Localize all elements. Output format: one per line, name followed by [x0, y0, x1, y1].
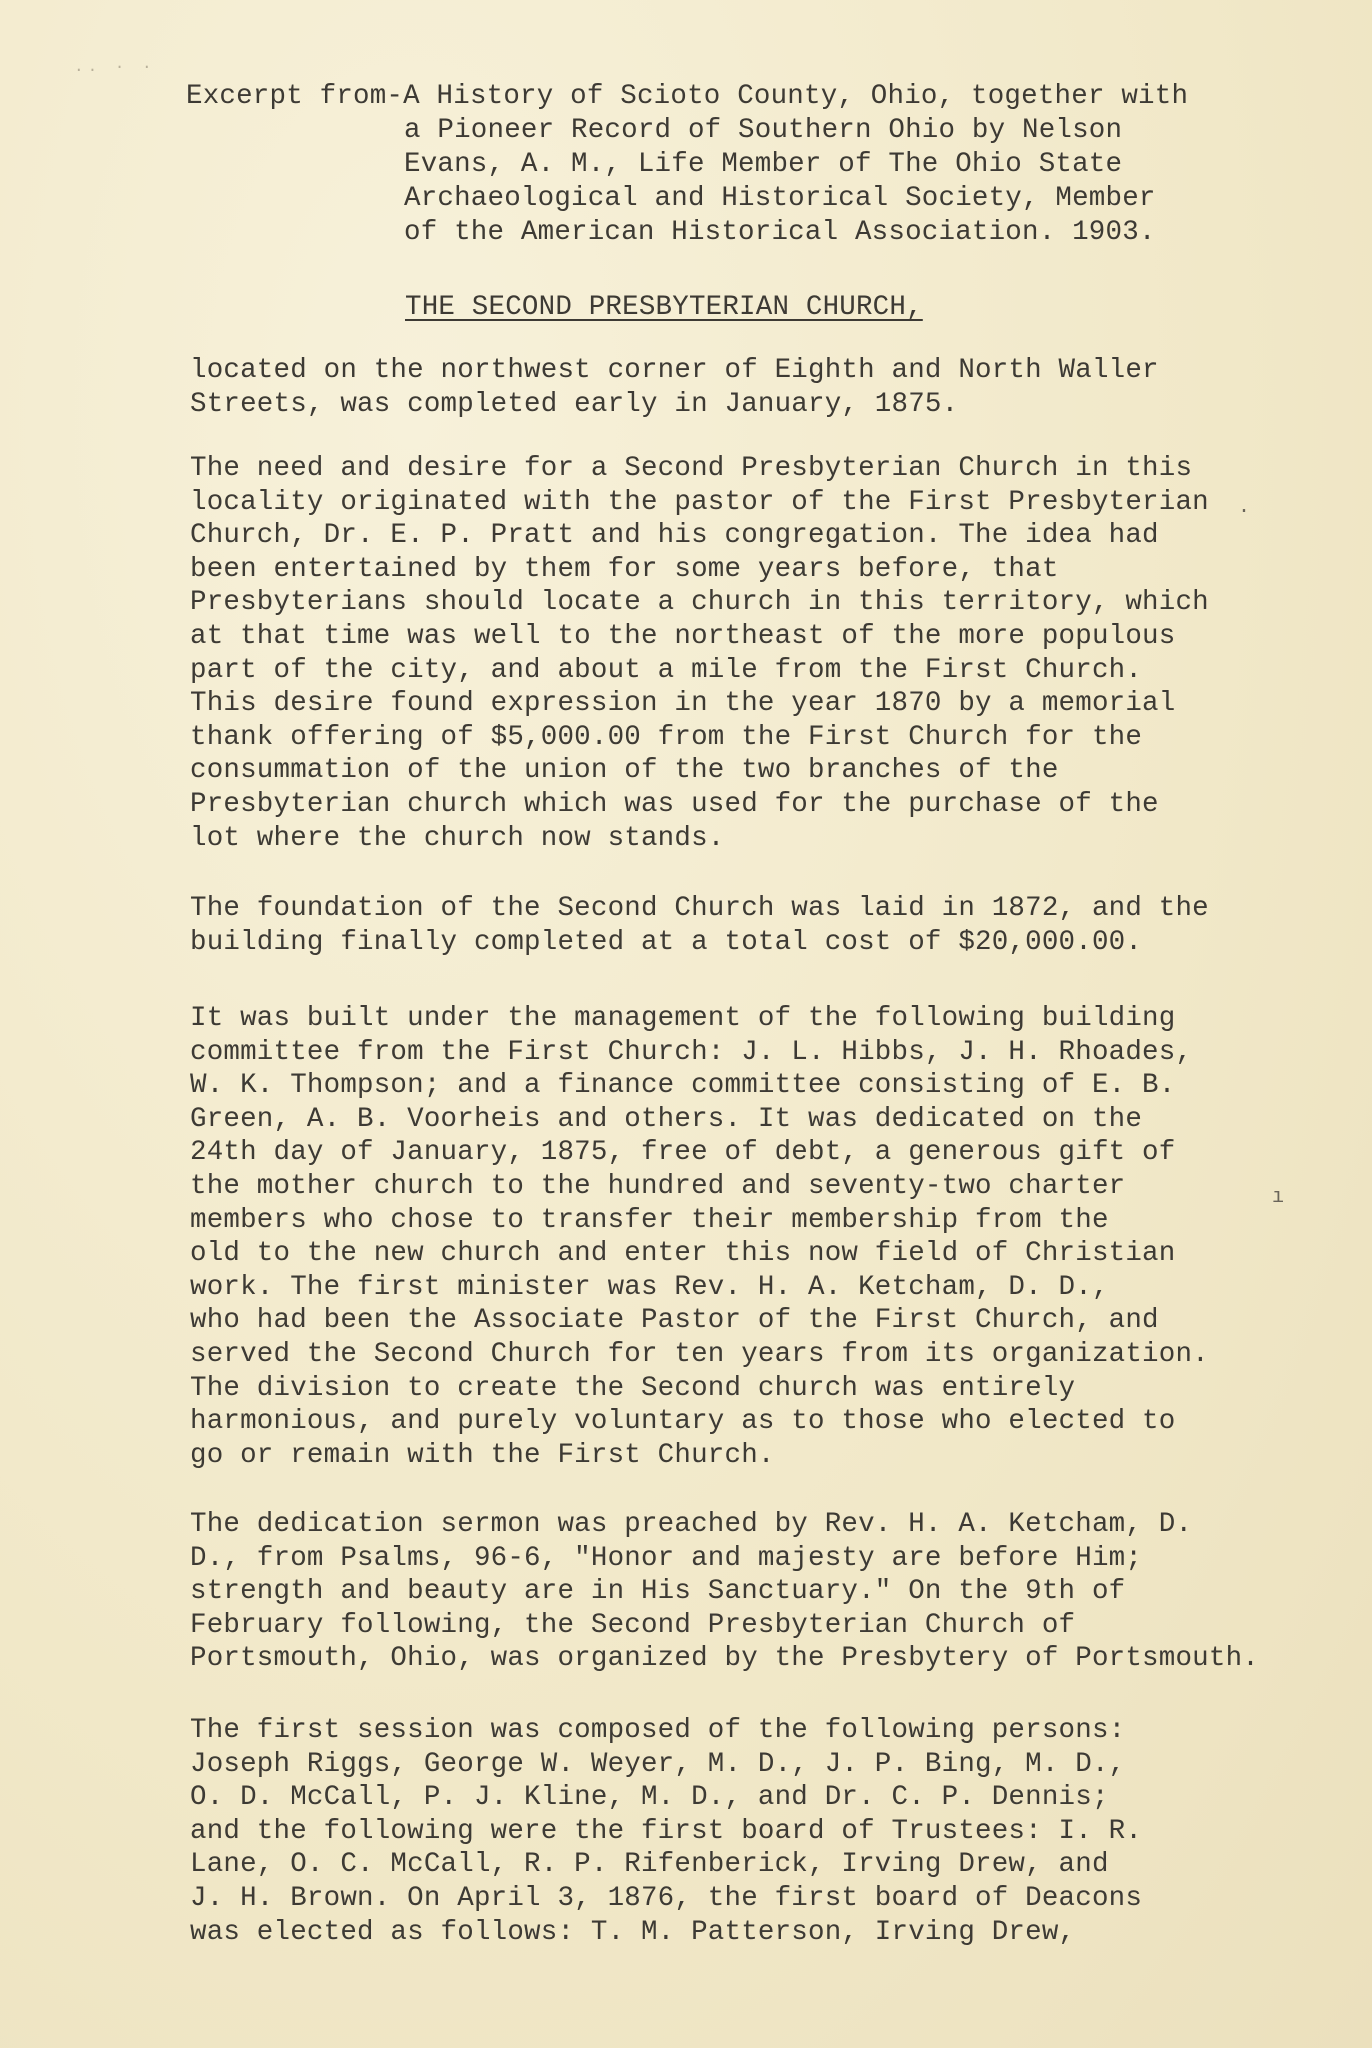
paragraph-location: [190, 354, 1320, 421]
stray-mark: ı: [1272, 1186, 1285, 1209]
text-line: Joseph Riggs, George W. Weyer, M. D., J. P. Bing, M. D.,: [190, 1748, 1126, 1780]
text-line: members who chose to transfer their membership from the: [190, 1204, 1109, 1236]
header-line: a Pioneer Record of Southern Ohio by Nelson: [404, 115, 1123, 146]
text-line: part of the city, and about a mile from the First Church.: [190, 654, 1143, 686]
text-line: Green, A. B. Voorheis and others. It was dedicated on the: [190, 1103, 1143, 1135]
paragraph-foundation: [190, 892, 1320, 959]
text-line: O. D. McCall, P. J. Kline, M. D., and Dr. C. P. Dennis;: [190, 1782, 1109, 1814]
header-line: Excerpt from-A History of Scioto County, Ohio, together with: [186, 81, 1189, 112]
paragraph-committee: [190, 1002, 1320, 1472]
text-line: D., from Psalms, 96-6, "Honor and majesty are before Him;: [190, 1542, 1143, 1574]
text-line: located on the northwest corner of Eighth and North Waller: [190, 355, 1159, 386]
text-line: Lane, O. C. McCall, R. P. Rifenberick, Irving Drew, and: [190, 1849, 1109, 1881]
text-line: lot where the church now stands.: [190, 822, 725, 854]
text-line: February following, the Second Presbyterian Church of: [190, 1609, 1076, 1641]
text-line: Streets, was completed early in January, 1875.: [190, 388, 959, 420]
text-line: the mother church to the hundred and seventy-two charter: [190, 1170, 1126, 1202]
text-line: The first session was composed of the following persons:: [190, 1715, 1126, 1746]
text-line: and the following were the first board of Trustees: I. R.: [190, 1815, 1143, 1847]
text-line: Presbyterians should locate a church in this territory, which: [190, 587, 1209, 619]
text-line: thank offering of $5,000.00 from the First Church for the: [190, 721, 1143, 753]
text-line: was elected as follows: T. M. Patterson, Irving Drew,: [190, 1916, 1076, 1948]
text-line: locality originated with the pastor of the First Presbyterian: [190, 486, 1209, 518]
text-line: Church, Dr. E. P. Pratt and his congregation. The idea had: [190, 520, 1159, 552]
text-line: Presbyterian church which was used for the purchase of the: [190, 788, 1159, 820]
header-line: Archaeological and Historical Society, Member: [404, 183, 1156, 214]
text-line: been entertained by them for some years before, that: [190, 553, 1059, 585]
text-line: The need and desire for a Second Presbyterian Church in this: [190, 453, 1193, 484]
text-line: consummation of the union of the two branches of the: [190, 755, 1059, 787]
text-line: J. H. Brown. On April 3, 1876, the first board of Deacons: [190, 1882, 1143, 1914]
text-line: committee from the First Church: J. L. Hibbs, J. H. Rhoades,: [190, 1036, 1193, 1068]
text-line: work. The first minister was Rev. H. A. Ketcham, D. D.,: [190, 1271, 1109, 1303]
header-line: of the American Historical Association. 1903.: [404, 217, 1156, 248]
text-line: building finally completed at a total cost of $20,000.00.: [190, 926, 1143, 958]
paragraph-session: [190, 1714, 1320, 1949]
paper-smudge: .. · ·: [74, 58, 156, 76]
stray-mark: ·: [1238, 500, 1251, 523]
section-title: THE SECOND PRESBYTERIAN CHURCH,: [405, 292, 923, 323]
text-line: This desire found expression in the year 1870 by a memorial: [190, 688, 1176, 720]
text-line: The dedication sermon was preached by Rev. H. A. Ketcham, D.: [190, 1509, 1193, 1540]
excerpt-header: [186, 80, 1286, 250]
text-line: 24th day of January, 1875, free of debt, a generous gift of: [190, 1137, 1176, 1169]
header-line: Evans, A. M., Life Member of The Ohio State: [404, 149, 1123, 180]
text-line: who had been the Associate Pastor of the First Church, and: [190, 1305, 1159, 1337]
text-line: go or remain with the First Church.: [190, 1439, 775, 1471]
paragraph-origin: [190, 452, 1320, 855]
text-line: W. K. Thompson; and a finance committee consisting of E. B.: [190, 1070, 1176, 1102]
text-line: at that time was well to the northeast of the more populous: [190, 620, 1176, 652]
text-line: The foundation of the Second Church was laid in 1872, and the: [190, 893, 1209, 924]
text-line: old to the new church and enter this now field of Christian: [190, 1238, 1176, 1270]
text-line: harmonious, and purely voluntary as to those who elected to: [190, 1406, 1176, 1438]
paragraph-dedication: [190, 1508, 1320, 1676]
text-line: served the Second Church for ten years from its organization.: [190, 1338, 1209, 1370]
text-line: It was built under the management of the following building: [190, 1003, 1176, 1034]
text-line: The division to create the Second church was entirely: [190, 1372, 1076, 1404]
text-line: strength and beauty are in His Sanctuary." On the 9th of: [190, 1576, 1126, 1608]
text-line: Portsmouth, Ohio, was organized by the Presbytery of Portsmouth.: [190, 1643, 1259, 1675]
